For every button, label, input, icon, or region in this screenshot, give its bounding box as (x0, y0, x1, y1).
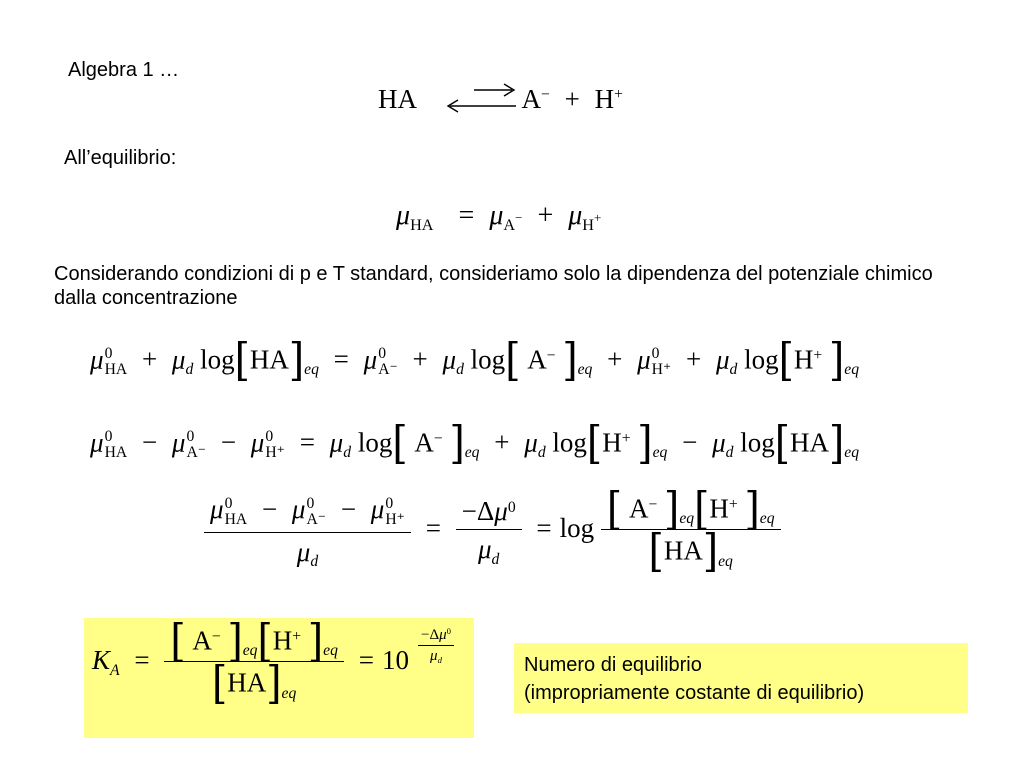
equation-rearranged: μ 0 HA − μ 0 A⁻ − μ 0 H⁺ = $\mu_d$ log[ A− ]$_{eq} + \mu_d$ log[H+ ]$_{eq} - \mu_d$ $\log[HA]_{eq}$ (90, 417, 860, 470)
reaction-equation: HA A− + H+ (378, 86, 623, 113)
equation-fraction: μ 0 HA − μ 0 A⁻ − μ 0 H⁺ $\mu_d$ = $\frac{-\Delta\mu^0}{\mu_d}$ = log $\frac{[ A^- ]_{eq}[H^+ ]_{eq}}{[HA]_{eq}}$ (204, 494, 781, 568)
equilibrium-note-box (514, 643, 968, 713)
fraction-delta-mu: $\frac{-\Delta\mu^0}{\mu_d}$ (456, 498, 522, 563)
fraction-concentration-ratio: $\frac{[ A^- ]_{eq}[H^+ ]_{eq}}{[HA]_{eq}}$ (601, 494, 781, 568)
ka-fraction: $\frac{[ A^- ]_{eq}[H^+ ]_{eq}}{[HA]_{eq}}$ (164, 626, 344, 700)
intro-paragraph: Considerando condizioni di p e T standard, consideriamo solo la dipendenza del potenziale chimico dalla concentrazione (54, 263, 933, 309)
note-line-1: Numero di equilibrio (524, 654, 702, 676)
page-title: Algebra 1 … (68, 59, 180, 81)
equilibrium-constant-box (84, 615, 474, 738)
note-line-2: (impropriamente costante di equilibrio) (524, 682, 865, 704)
chemical-potential-equilibrium: $\mu_{HA} = \mu_{A^-} + \mu_{H^+}$ (396, 200, 602, 235)
exponent-fraction: $\frac{-\Delta\mu^0}{\mu_d}$ (418, 628, 454, 664)
ka-formula: $K_A$ = $\frac{[ A^- ]_{eq}[H^+ ]_{eq}}{[HA]_{eq}}$ = 10 (92, 615, 409, 710)
equilibrium-arrows-icon (444, 78, 520, 121)
equilibrium-label: All’equilibrio: (64, 147, 177, 169)
equation-expanded: μ 0 HA + $\mu_d$ $\log[HA]_{eq} = \mu$ 0 A⁻ + $\mu_d$ log[ A− ]$_{eq} + \mu$ 0 H⁺ + $\mu_d$ log[H+ ]$_{eq}$ (90, 334, 860, 387)
fraction-mu-difference: μ 0 HA − μ 0 A⁻ − μ 0 H⁺ $\mu_d$ (204, 496, 411, 565)
